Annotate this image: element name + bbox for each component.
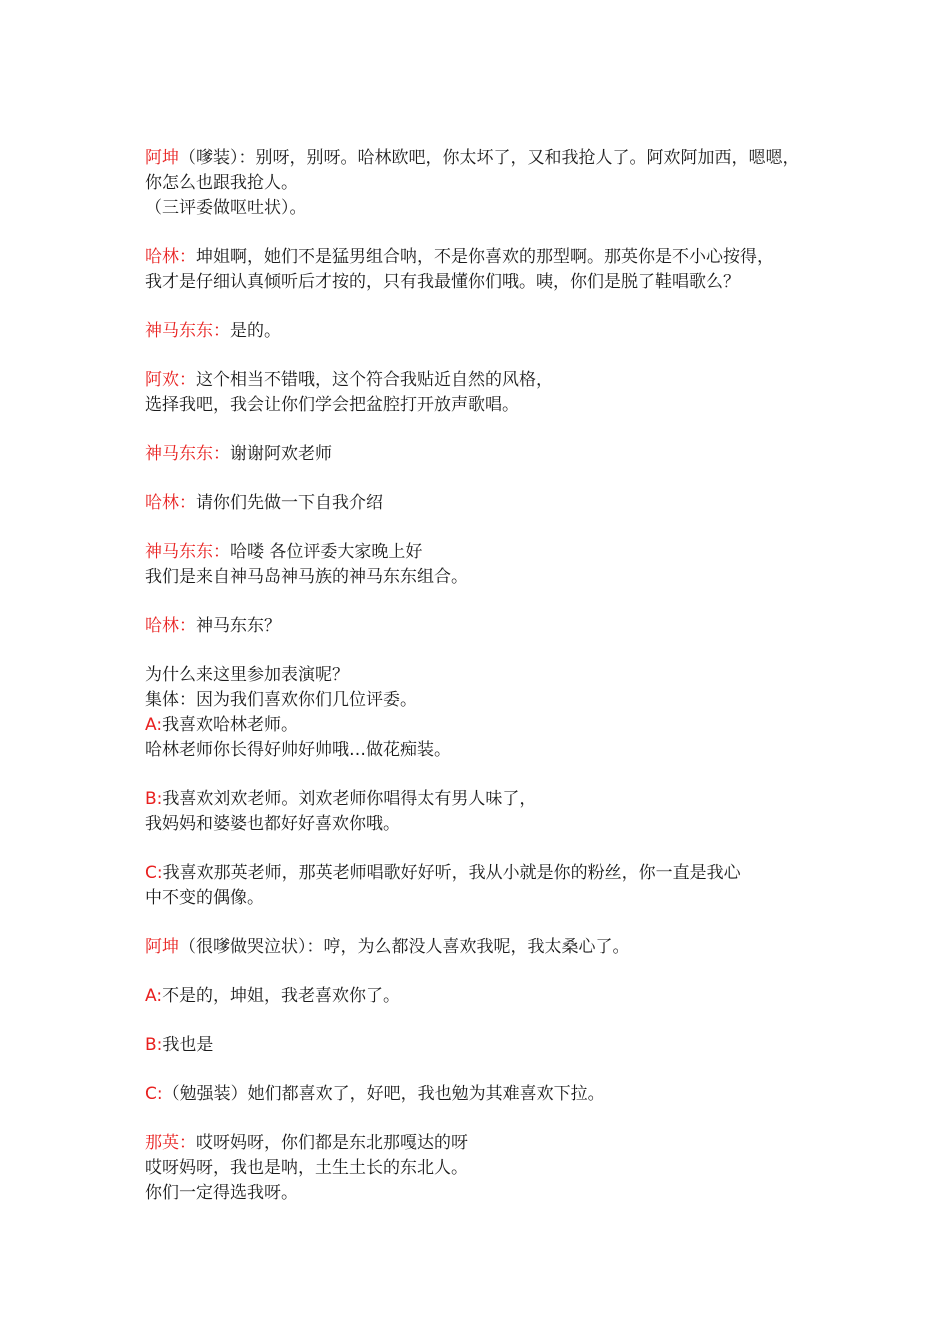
dialogue-line	[145, 738, 825, 763]
speaker-label: C:	[145, 863, 163, 883]
dialogue-line	[145, 1033, 825, 1058]
dialogue-line	[145, 614, 825, 639]
dialogue-line	[145, 663, 825, 688]
dialogue-line	[145, 491, 825, 516]
dialogue-text: 不是的，坤姐，我老喜欢你了。	[162, 986, 401, 1006]
speaker-label: 哈林：	[145, 247, 196, 267]
dialogue-line	[145, 196, 825, 221]
dialogue-text: 你怎么也跟我抢人。	[145, 173, 298, 193]
dialogue-line	[145, 787, 825, 812]
dialogue-text: （很嗲做哭泣状）：哼，为么都没人喜欢我呢，我太桑心了。	[179, 937, 630, 957]
dialogue-text: 我们是来自神马岛神马族的神马东东组合。	[145, 567, 468, 587]
dialogue-line	[145, 861, 825, 886]
dialogue-line	[145, 1181, 825, 1206]
dialogue-text: 中不变的偶像。	[145, 888, 264, 908]
dialogue-paragraph	[145, 1033, 825, 1058]
speaker-label: A:	[145, 715, 163, 735]
speaker-label: 神马东东：	[145, 542, 230, 562]
dialogue-paragraph	[145, 861, 825, 911]
dialogue-text: 哎呀妈呀，你们都是东北那嘎达的呀	[196, 1133, 468, 1153]
dialogue-line	[145, 984, 825, 1009]
dialogue-line	[145, 393, 825, 418]
speaker-label: A:	[145, 986, 163, 1006]
dialogue-text: 哈喽 各位评委大家晚上好	[230, 542, 423, 562]
speaker-label: C:	[145, 1084, 163, 1104]
dialogue-paragraph	[145, 663, 825, 763]
speaker-label: 那英：	[145, 1133, 196, 1153]
speaker-label: 阿坤	[145, 937, 179, 957]
dialogue-paragraph	[145, 1082, 825, 1107]
dialogue-text: 我才是仔细认真倾听后才按的，只有我最懂你们哦。咦，你们是脱了鞋唱歌么？	[145, 272, 740, 292]
dialogue-paragraph	[145, 614, 825, 639]
dialogue-paragraph	[145, 1131, 825, 1206]
dialogue-line	[145, 540, 825, 565]
dialogue-text: 我喜欢那英老师，那英老师唱歌好好听，我从小就是你的粉丝，你一直是我心	[162, 863, 741, 883]
dialogue-paragraph	[145, 245, 825, 295]
dialogue-paragraph	[145, 319, 825, 344]
dialogue-text: 你们一定得选我呀。	[145, 1183, 298, 1203]
speaker-label: 阿坤	[145, 148, 179, 168]
dialogue-text: 是的。	[230, 321, 281, 341]
speaker-label: 神马东东：	[145, 444, 230, 464]
dialogue-line	[145, 565, 825, 590]
dialogue-line	[145, 442, 825, 467]
dialogue-line	[145, 688, 825, 713]
dialogue-line	[145, 270, 825, 295]
dialogue-text: 我喜欢刘欢老师。刘欢老师你唱得太有男人味了，	[162, 789, 537, 809]
dialogue-paragraph	[145, 442, 825, 467]
dialogue-text: 请你们先做一下自我介绍	[196, 493, 383, 513]
dialogue-text: 为什么来这里参加表演呢？	[145, 665, 349, 685]
dialogue-text: 谢谢阿欢老师	[230, 444, 332, 464]
dialogue-line	[145, 146, 825, 171]
speaker-label: 阿欢：	[145, 370, 196, 390]
dialogue-text: （嗲装）：别呀，别呀。哈林欧吧，你太坏了，又和我抢人了。阿欢阿加西，嗯嗯，	[179, 148, 800, 168]
dialogue-line	[145, 1082, 825, 1107]
dialogue-paragraph	[145, 935, 825, 960]
dialogue-text: （三评委做呕吐状）。	[145, 198, 307, 218]
dialogue-line	[145, 1156, 825, 1181]
dialogue-line	[145, 368, 825, 393]
dialogue-paragraph	[145, 787, 825, 837]
dialogue-paragraph	[145, 984, 825, 1009]
dialogue-text: 选择我吧，我会让你们学会把盆腔打开放声歌唱。	[145, 395, 519, 415]
dialogue-line	[145, 812, 825, 837]
dialogue-line	[145, 245, 825, 270]
dialogue-text: 哈林老师你长得好帅好帅哦…做花痴装。	[145, 740, 451, 760]
dialogue-line	[145, 1131, 825, 1156]
dialogue-text: 这个相当不错哦，这个符合我贴近自然的风格，	[196, 370, 553, 390]
dialogue-line	[145, 935, 825, 960]
dialogue-text: 我也是	[162, 1035, 214, 1055]
speaker-label: 神马东东：	[145, 321, 230, 341]
dialogue-text: 神马东东？	[196, 616, 281, 636]
dialogue-paragraph	[145, 368, 825, 418]
speaker-label: B:	[145, 789, 163, 809]
speaker-label: 哈林：	[145, 616, 196, 636]
speaker-label: B:	[145, 1035, 163, 1055]
script-document	[145, 146, 825, 1230]
dialogue-text: 集体：因为我们喜欢你们几位评委。	[145, 690, 417, 710]
dialogue-text: （勉强装）她们都喜欢了，好吧，我也勉为其难喜欢下拉。	[162, 1084, 605, 1104]
dialogue-text: 我喜欢哈林老师。	[162, 715, 299, 735]
dialogue-line	[145, 171, 825, 196]
dialogue-text: 我妈妈和婆婆也都好好喜欢你哦。	[145, 814, 400, 834]
dialogue-line	[145, 713, 825, 738]
speaker-label: 哈林：	[145, 493, 196, 513]
dialogue-paragraph	[145, 146, 825, 221]
dialogue-paragraph	[145, 540, 825, 590]
dialogue-line	[145, 886, 825, 911]
dialogue-text: 哎呀妈呀，我也是呐，土生土长的东北人。	[145, 1158, 468, 1178]
dialogue-paragraph	[145, 491, 825, 516]
dialogue-text: 坤姐啊，她们不是猛男组合呐，不是你喜欢的那型啊。那英你是不小心按得，	[196, 247, 774, 267]
dialogue-line	[145, 319, 825, 344]
